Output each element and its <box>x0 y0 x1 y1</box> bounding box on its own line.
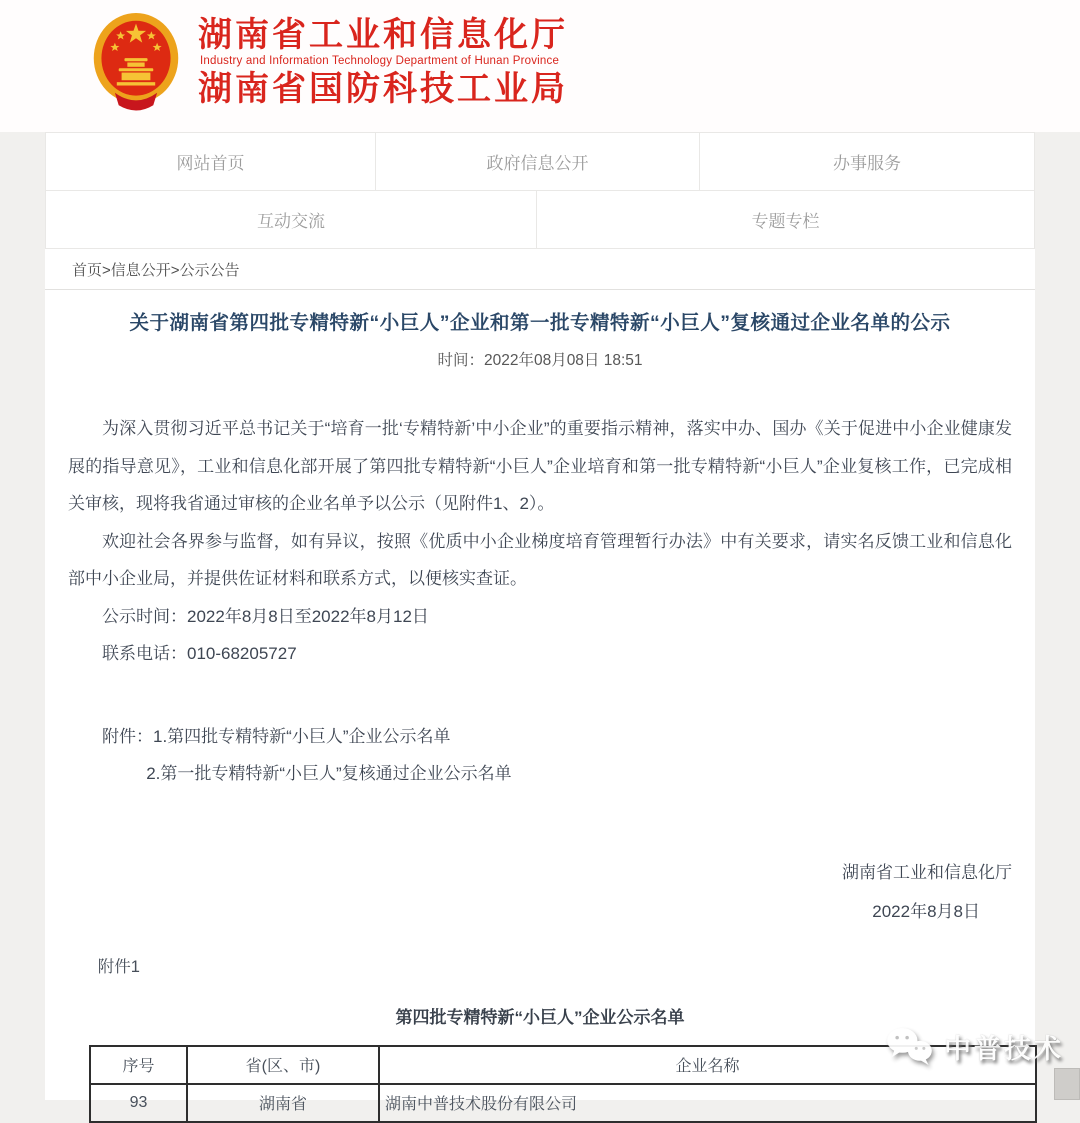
col-header-province: 省(区、市) <box>187 1046 379 1084</box>
attachment-item-1: 附件：1.第四批专精特新“小巨人”企业公示名单 <box>102 726 451 746</box>
org-title-line1: 湖南省工业和信息化厅 <box>198 15 568 54</box>
nav-item-interaction[interactable] <box>45 191 537 248</box>
paragraph-1: 为深入贯彻习近平总书记关于“培育一批‘专精特新’中小企业”的重要指示精神，落实中办、国办《关于促进中小企业健康发展的指导意见》，工业和信息化部开展了第四批专精特新“小巨人”企业培育和第一批专精特新“小巨人”企业复核工作，已完成相关审核，现将我省通过审核的企业名单予以公示（见附件1、2）。 <box>68 419 1012 513</box>
appendix-table-title: 第四批专精特新“小巨人”企业公示名单 <box>395 1008 685 1027</box>
org-title-english: Industry and Information Technology Department of Hunan Province <box>200 54 560 67</box>
nav-item-label: 互动交流 <box>257 212 325 231</box>
nav-item-gov-info[interactable] <box>376 133 700 190</box>
nav-item-services[interactable] <box>700 133 1035 190</box>
signature-org: 湖南省工业和信息化厅 <box>842 862 1012 882</box>
breadcrumb-text: 首页>信息公开>公示公告 <box>72 261 240 279</box>
watermark-text: 中普技术 <box>944 1033 1064 1064</box>
nav-item-home[interactable] <box>45 133 376 190</box>
breadcrumb[interactable] <box>45 249 1035 290</box>
nav-item-special-topics[interactable] <box>537 191 1035 248</box>
col-header-index: 序号 <box>90 1046 187 1084</box>
contact-phone: 联系电话：010-68205727 <box>102 644 297 663</box>
publish-time: 时间：2022年08月08日 18:51 <box>437 352 643 369</box>
paragraph-2: 欢迎社会各界参与监督，如有异议，按照《优质中小企业梯度培育管理暂行办法》中有关要求，请实名反馈工业和信息化部中小企业局，并提供佐证材料和联系方式，以便核实查证。 <box>68 531 1012 588</box>
col-header-company: 企业名称 <box>379 1046 1036 1084</box>
side-float-button[interactable] <box>1054 1068 1080 1100</box>
company-list-table <box>89 1045 1037 1123</box>
table-header-row <box>90 1046 1036 1084</box>
notice-period: 公示时间：2022年8月8日至2022年8月12日 <box>102 606 429 626</box>
signature-block <box>68 853 1012 931</box>
signature-date: 2022年8月8日 <box>872 901 980 921</box>
nav-item-label: 网站首页 <box>176 154 245 173</box>
attachment-item-2: 2.第一批专精特新“小巨人”复核通过企业公示名单 <box>146 764 512 783</box>
nav-item-label: 政府信息公开 <box>486 154 589 173</box>
org-title-line2: 湖南省国防科技工业局 <box>198 70 568 109</box>
cell-company-name: 湖南中普技术股份有限公司 <box>379 1084 1036 1122</box>
national-emblem-icon <box>88 8 184 116</box>
nav-item-label: 办事服务 <box>833 154 901 173</box>
site-header <box>0 0 1080 132</box>
appendix-label: 附件1 <box>97 957 140 976</box>
page-content <box>45 132 1035 1113</box>
cell-province: 湖南省 <box>187 1084 379 1122</box>
page-title: 关于湖南省第四批专精特新“小巨人”企业和第一批专精特新“小巨人”复核通过企业名单的公示 <box>129 312 951 334</box>
cell-index: 93 <box>90 1084 187 1122</box>
article <box>45 290 1035 1123</box>
table-row <box>90 1084 1036 1122</box>
nav-item-label: 专题专栏 <box>751 212 820 231</box>
main-nav <box>45 132 1035 249</box>
